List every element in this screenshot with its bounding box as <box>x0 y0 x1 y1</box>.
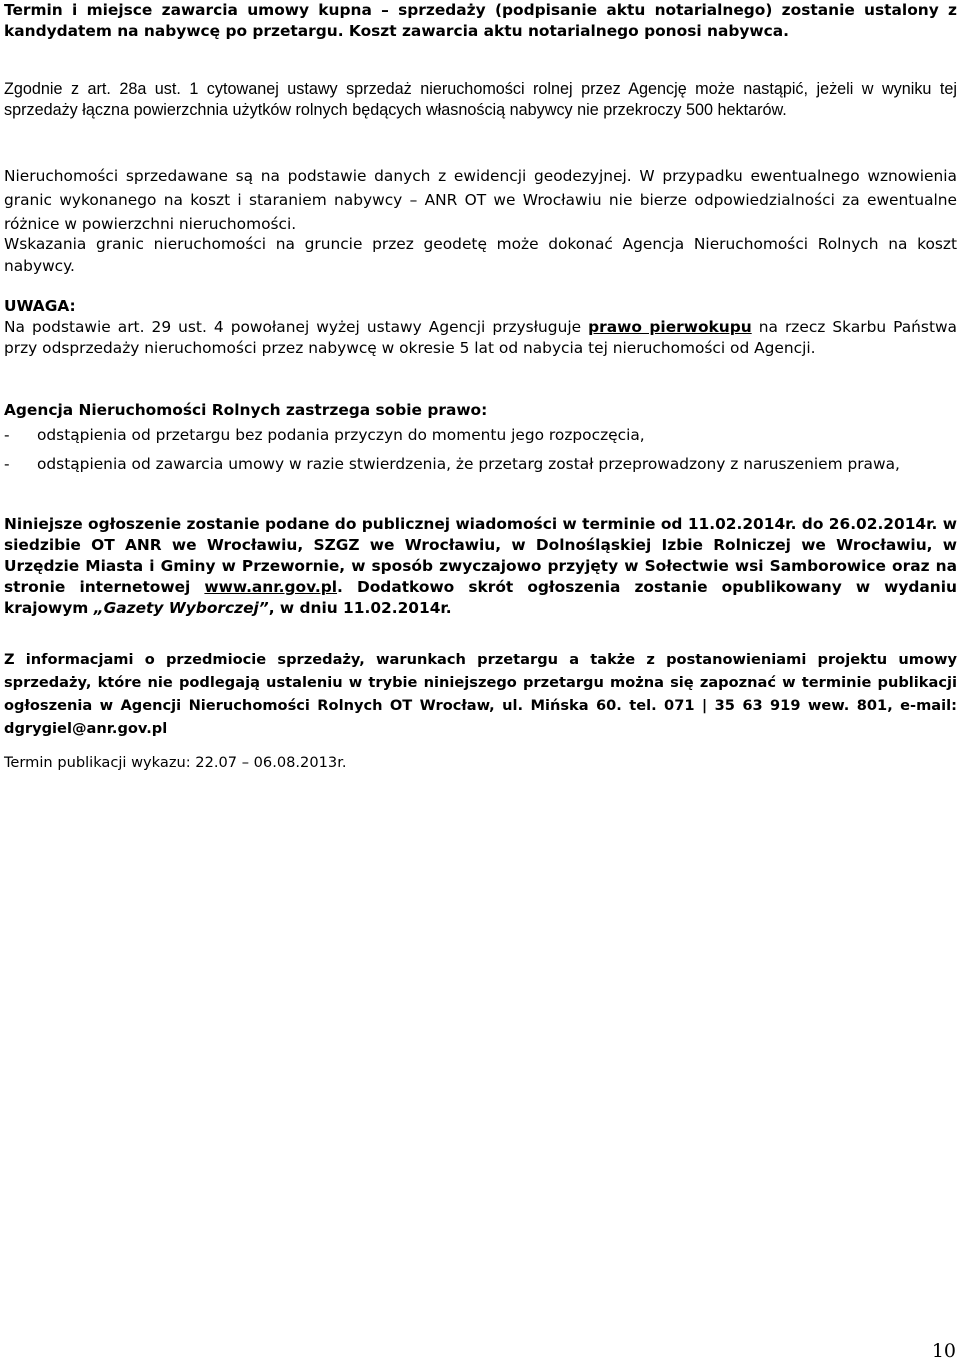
ogloszenie-text-after: , w dniu 11.02.2014r. <box>268 599 452 617</box>
informacje-paragraph: Z informacjami o przedmiocie sprzedaży, warunkach przetargu a także z postanowieniami projektu umowy sprzedaży, które nie podlegają ustaleniu w trybie niniejszego przetargu można się zapoznać w terminie publikacji ogłoszenia w Agencji Nieruchomości Rolnych OT Wrocław, ul. Mińska 60. tel. 071 | 35 63 919 wew. 801, e-mail: dgrygiel@anr.gov.pl <box>4 651 957 737</box>
zastrzega-list <box>4 425 957 475</box>
dash-marker: - <box>4 455 10 473</box>
page-number: 10 <box>931 1340 956 1362</box>
ogloszenie-paragraph <box>4 514 957 619</box>
uwaga-text-before: Na podstawie art. 29 ust. 4 powołanej wyżej ustawy Agencji przysługuje <box>4 318 589 336</box>
anr-website-link[interactable]: www.anr.gov.pl <box>204 578 338 596</box>
termin-zawarcia-paragraph: Termin i miejsce zawarcia umowy kupna – sprzedaży (podpisanie aktu notarialnego) zostanie ustalony z kandydatem na nabywcę po przetargu. Koszt zawarcia aktu notarialnego ponosi nabywca. <box>4 1 957 40</box>
list-item <box>4 454 957 475</box>
prawo-pierwokupu-text: prawo pierwokupu <box>588 318 752 336</box>
ogloszenie-text-before: Niniejsze ogłoszenie zostanie podane do publicznej wiadomości w terminie od 11.02.2014r. do 26.02.2014r. w siedzibie OT ANR we Wrocławiu, SZGZ we Wrocławiu, w Dolnośląskiej Izbie Rolniczej we Wrocławiu, w Urzędzie Miasta i Gminy w Przewornie, w sposób zwyczajowo przyjęty w Sołectwie wsi Samborowice oraz na stronie internetowej <box>4 515 957 596</box>
zgodnie-paragraph: Zgodnie z art. 28a ust. 1 cytowanej ustawy sprzedaż nieruchomości rolnej przez Agencję może nastąpić, jeżeli w wyniku tej sprzedaży łączna powierzchnia użytków rolnych będących własnością nabywcy nie przekroczy 500 hektarów. <box>4 80 957 119</box>
wskazania-paragraph: Wskazania granic nieruchomości na gruncie przez geodetę może dokonać Agencja Nieruchomości Rolnych na koszt nabywcy. <box>4 235 957 275</box>
list-item-text: odstąpienia od zawarcia umowy w razie stwierdzenia, że przetarg został przeprowadzony z naruszeniem prawa, <box>37 455 900 473</box>
dash-marker: - <box>4 426 10 444</box>
uwaga-heading: UWAGA: <box>4 297 76 315</box>
zastrzega-heading: Agencja Nieruchomości Rolnych zastrzega sobie prawo: <box>4 401 488 419</box>
ewidencja-paragraph: Nieruchomości sprzedawane są na podstawie danych z ewidencji geodezyjnej. W przypadku ewentualnego wznowienia granic wykonanego na koszt i staraniem nabywcy – ANR OT we Wrocławiu nie bierze odpowiedzialności za ewentualne różnice w powierzchni nieruchomości. <box>4 167 957 233</box>
uwaga-paragraph <box>4 317 957 359</box>
newspaper-name: „Gazety Wyborczej” <box>93 599 269 617</box>
uwaga-text-after: na rzecz Skarbu Państwa przy odsprzedaży nieruchomości przez nabywcę w okresie 5 lat od nabycia tej nieruchomości od Agencji. <box>4 318 957 357</box>
ogloszenie-text-middle: . Dodatkowo skrót ogłoszenia zostanie opublikowany w wydaniu krajowym <box>4 578 957 617</box>
list-item <box>4 425 957 446</box>
termin-publikacji-text: Termin publikacji wykazu: 22.07 – 06.08.2013r. <box>4 754 347 771</box>
list-item-text: odstąpienia od przetargu bez podania przyczyn do momentu jego rozpoczęcia, <box>37 426 645 444</box>
